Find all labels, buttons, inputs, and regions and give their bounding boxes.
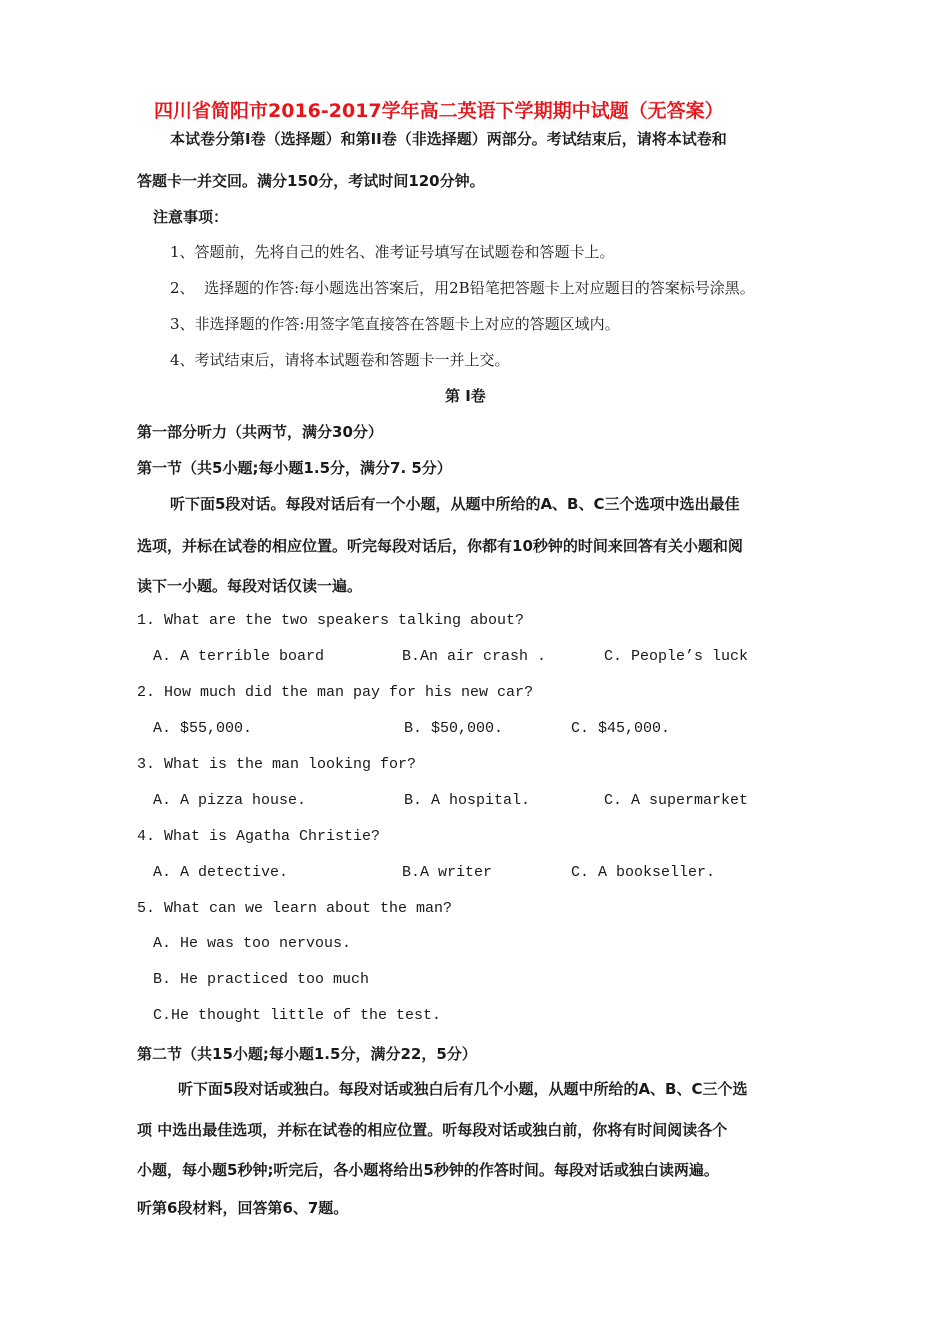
- option-c: C. $45,000.: [571, 720, 671, 737]
- option-a: A. He was too nervous.: [153, 935, 352, 952]
- option-c: C. A supermarket: [604, 792, 749, 809]
- document-title: 四川省简阳市2016-2017学年高二英语下学期期中试题（无答案）: [154, 100, 724, 122]
- intro-line-2: 答题卡一并交回。满分150分，考试时间120分钟。: [137, 172, 485, 190]
- option-b: B.A writer: [402, 864, 493, 881]
- question-text: 5. What can we learn about the man?: [137, 900, 453, 917]
- question-text: 4. What is Agatha Christie?: [137, 828, 381, 845]
- option-b: B.An air crash .: [402, 648, 547, 665]
- section2-instruction: 项 中选出最佳选项，并标在试卷的相应位置。听每段对话或独白前，你将有时间阅读各个: [137, 1121, 728, 1139]
- section1-instruction: 选项，并标在试卷的相应位置。听完每段对话后，你都有10秒钟的时间来回答有关小题和阅: [137, 537, 743, 555]
- notice-item: 1、答题前，先将自己的姓名、准考证号填写在试题卷和答题卡上。: [170, 243, 615, 261]
- section1-heading: 第一节（共5小题;每小题1.5分，满分7. 5分）: [137, 459, 452, 477]
- notice-heading: 注意事项：: [153, 208, 229, 226]
- question-text: 3. What is the man looking for?: [137, 756, 417, 773]
- question-text: 1. What are the two speakers talking about?: [137, 612, 525, 629]
- part1-heading: 第一部分听力（共两节，满分30分）: [137, 423, 383, 441]
- option-c: C.He thought little of the test.: [153, 1007, 442, 1024]
- option-b: B. $50,000.: [404, 720, 504, 737]
- option-a: A. A pizza house.: [153, 792, 307, 809]
- question-text: 2. How much did the man pay for his new car?: [137, 684, 534, 701]
- option-b: B. A hospital.: [404, 792, 531, 809]
- intro-line-1: 本试卷分第Ⅰ卷（选择题）和第II卷（非选择题）两部分。考试结束后，请将本试卷和: [170, 130, 727, 148]
- option-c: C. A bookseller.: [571, 864, 716, 881]
- section2-instruction: 听下面5段对话或独白。每段对话或独白后有几个小题，从题中所给的A、B、C三个选: [178, 1080, 748, 1098]
- section1-instruction: 读下一小题。每段对话仅读一遍。: [137, 577, 363, 595]
- section2-heading: 第二节（共15小题;每小题1.5分，满分22，5分）: [137, 1045, 477, 1063]
- section2-instruction: 小题，每小题5秒钟;听完后，各小题将给出5秒钟的作答时间。每段对话或独白读两遍。: [137, 1161, 719, 1179]
- section2-instruction: 听第6段材料，回答第6、7题。: [137, 1199, 349, 1217]
- section1-instruction: 听下面5段对话。每段对话后有一个小题，从题中所给的A、B、C三个选项中选出最佳: [170, 495, 740, 513]
- option-b: B. He practiced too much: [153, 971, 370, 988]
- notice-item: 2、 选择题的作答:每小题选出答案后，用2B铅笔把答题卡上对应题目的答案标号涂黑。: [170, 279, 755, 297]
- option-c: C. People’s luck: [604, 648, 749, 665]
- notice-item: 3、非选择题的作答:用签字笔直接答在答题卡上对应的答题区域内。: [170, 315, 620, 333]
- option-a: A. A detective.: [153, 864, 289, 881]
- volume-heading: 第 Ⅰ卷: [445, 387, 486, 405]
- option-a: A. $55,000.: [153, 720, 253, 737]
- notice-item: 4、考试结束后，请将本试题卷和答题卡一并上交。: [170, 351, 510, 369]
- option-a: A. A terrible board: [153, 648, 325, 665]
